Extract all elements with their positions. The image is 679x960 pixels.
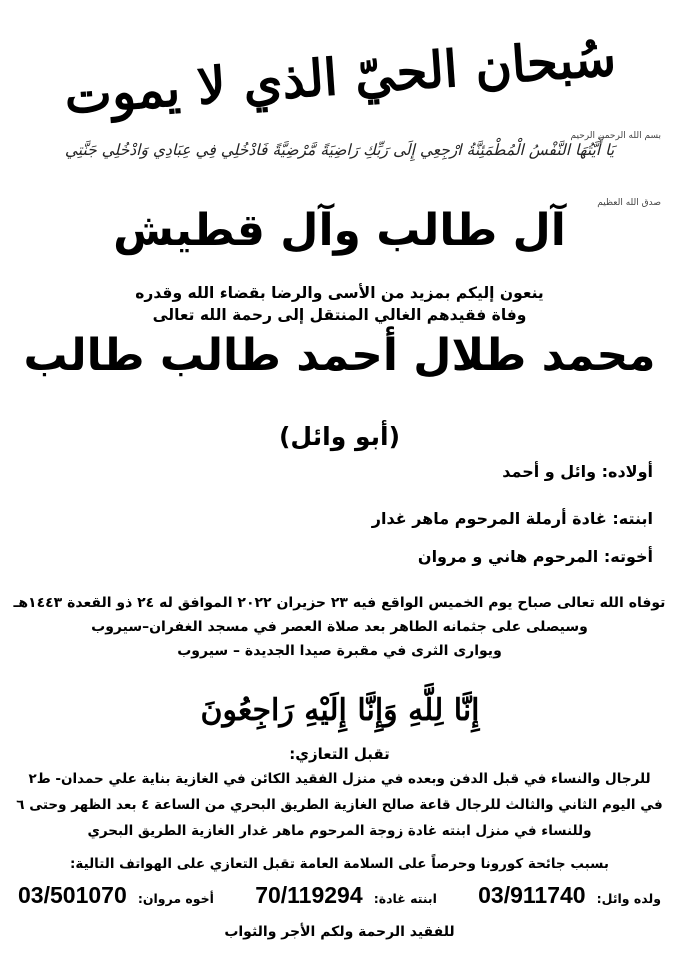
corona-notice: بسبب جائحة كورونا وحرصاً على السلامة العامة تقبل التعازي على الهواتف التالية: [70, 856, 609, 872]
relative-value: المرحوم هاني و مروان [417, 547, 599, 566]
relatives-brothers [418, 547, 653, 566]
relative-value: غادة أرملة المرحوم ماهر غدار [371, 509, 607, 528]
deceased-name: محمد طلال أحمد طالب طالب [23, 330, 656, 381]
condolence-line-3: وللنساء في منزل ابنته غادة زوجة المرحوم ماهر غدار الغازية الطريق البحري [87, 823, 592, 839]
death-details [12, 591, 667, 663]
deceased-kunya: (أبو وائل) [279, 422, 400, 451]
intro-line-2: وفاة فقيدهم الغالي المنتقل إلى رحمة الله تعالى [152, 306, 527, 324]
phone-label: أخوه مروان: [137, 891, 214, 906]
condolences-title: تقبل التعازي: [289, 745, 390, 763]
families-heading: آل طالب وآل قطيش [113, 205, 566, 256]
inna-lillah-calligraphy [185, 672, 495, 744]
death-line-1: توفاه الله تعالى صباح يوم الخميس الواقع فيه ٢٣ حزيران ٢٠٢٢ الموافق له ٢٤ ذو القعدة ١٤٤٣هـ [13, 595, 666, 611]
phone-label: ابنته غادة: [373, 891, 437, 906]
death-line-2: وسيصلى على جثمانه الطاهر بعد صلاة العصر في مسجد الغفران–سيروب [91, 619, 588, 635]
condolence-line-1: للرجال والنساء في قبل الدفن وبعده في منزل الفقيد الكائن في الغازية بناية علي حمدان- ط٢ [28, 771, 651, 787]
death-line-3: ويوارى الثرى في مقبرة صيدا الجديدة – سيروب [177, 643, 502, 659]
basmala: بسم الله الرحمن الرحيم [570, 131, 661, 141]
phone-son [478, 882, 661, 909]
condolence-line-2: في اليوم الثاني والثالث للرجال قاعة صالح الغازية الطريق البحري من الساعة ٤ بعد الظهر وحتى ٦ [16, 797, 663, 813]
header-calligraphy-text: سُبحان الحيّ الذي لا يموت [62, 27, 618, 126]
relatives-sons [502, 462, 653, 481]
verse-ending: صدق الله العظيم [597, 198, 661, 208]
header-calligraphy [62, 14, 618, 132]
phone-daughter [255, 882, 437, 909]
quran-verse: يَا أَيَّتُهَا النَّفْسُ الْمُطْمَئِنَّةُ ارْجِعِي إِلَى رَبِّكِ رَاضِيَةً مَّرْضِيَّةً فَادْخُلِي فِي عِبَادِي وَادْخُلِي جَنَّتِي [64, 141, 615, 159]
phone-number: 70/119294 [255, 882, 363, 908]
announcement-intro [0, 282, 679, 326]
phone-list [18, 882, 661, 912]
relatives-daughter [372, 509, 653, 528]
phone-brother [18, 882, 214, 909]
intro-line-1: ينعون إليكم بمزيد من الأسى والرضا بقضاء الله وقدره [135, 284, 544, 302]
condolences-details [14, 766, 665, 844]
relative-label: أولاده: [601, 462, 653, 481]
relative-label: أخوته: [603, 547, 653, 566]
inna-lillah-text: إِنَّا لِلَّهِ وَإِنَّا إِلَيْهِ رَاجِعُونَ [200, 693, 480, 728]
phone-number: 03/501070 [18, 882, 127, 908]
phone-number: 03/911740 [478, 882, 586, 908]
closing-line: للفقيد الرحمة ولكم الأجر والثواب [224, 924, 455, 940]
phone-label: ولده وائل: [596, 891, 661, 906]
relative-label: ابنته: [612, 509, 653, 528]
relative-value: وائل و أحمد [502, 462, 597, 481]
